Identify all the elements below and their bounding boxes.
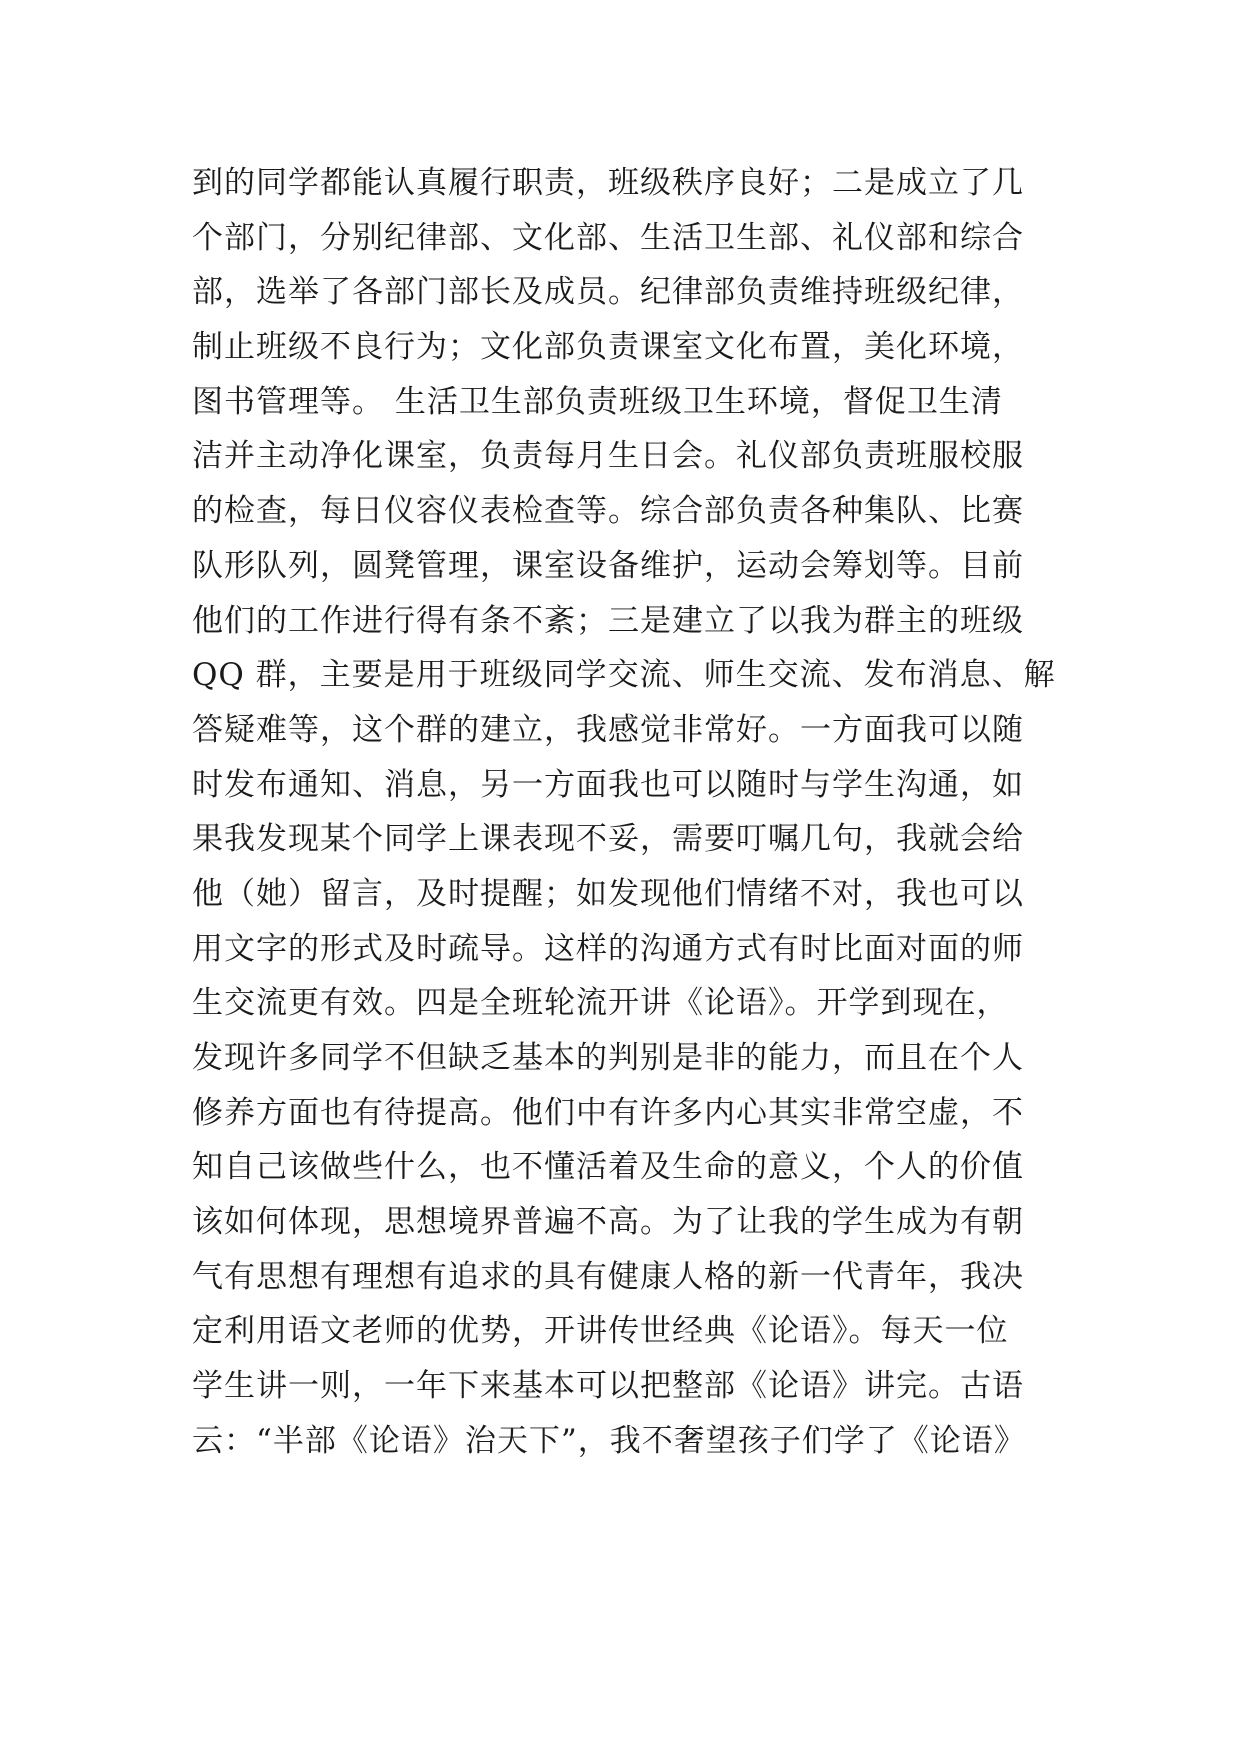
text-line: 学生讲一则，一年下来基本可以把整部《论语》讲完。古语 [192,1368,1024,1405]
body-text [192,156,1112,1469]
text-line: 用文字的形式及时疏导。这样的沟通方式有时比面对面的师 [192,930,1024,967]
text-line: 定利用语文老师的优势，开讲传世经典《论语》。每天一位 [192,1313,1009,1350]
text-line: 部，选举了各部门部长及成员。纪律部负责维持班级纪律， [192,274,1024,311]
text-line: 发现许多同学不但缺乏基本的判别是非的能力，而且在个人 [192,1040,1024,1076]
text-line: 队形队列，圆凳管理，课室设备维护，运动会筹划等。目前 [192,547,1024,584]
text-line: 答疑难等，这个群的建立，我感觉非常好。一方面我可以随 [192,711,1024,748]
text-line: 该如何体现，思想境界普遍不高。为了让我的学生成为有朝 [192,1204,1024,1241]
text-line: 的检查，每日仪容仪表检查等。综合部负责各种集队、比赛 [192,493,1024,530]
text-line: 制止班级不良行为；文化部负责课室文化布置，美化环境， [192,329,1024,366]
text-line: 他们的工作进行得有条不紊；三是建立了以我为群主的班级 [192,602,1024,639]
text-line: 气有思想有理想有追求的具有健康人格的新一代青年，我决 [192,1258,1024,1295]
text-line: 洁并主动净化课室，负责每月生日会。礼仪部负责班服校服 [192,438,1024,475]
text-line: 果我发现某个同学上课表现不妥，需要叮嘱几句，我就会给 [192,821,1024,858]
text-line: QQ 群，主要是用于班级同学交流、师生交流、发布消息、解 [192,657,1056,694]
text-line: 到的同学都能认真履行职责，班级秩序良好；二是成立了几 [192,165,1024,201]
text-line: 个部门，分别纪律部、文化部、生活卫生部、礼仪部和综合 [192,219,1024,256]
text-line: 生交流更有效。四是全班轮流开讲《论语》。开学到现在， [192,985,1009,1022]
text-line: 云：“半部《论语》治天下”，我不奢望孩子们学了《论语》 [192,1422,1026,1459]
text-line: 他（她）留言，及时提醒；如发现他们情绪不对，我也可以 [192,875,1024,912]
text-line: 图书管理等。 生活卫生部负责班级卫生环境，督促卫生清 [192,383,1003,420]
text-line: 时发布通知、消息，另一方面我也可以随时与学生沟通，如 [192,766,1024,803]
text-line: 修养方面也有待提高。他们中有许多内心其实非常空虚，不 [192,1094,1024,1131]
text-line: 知自己该做些什么，也不懂活着及生命的意义，个人的价值 [192,1149,1024,1186]
